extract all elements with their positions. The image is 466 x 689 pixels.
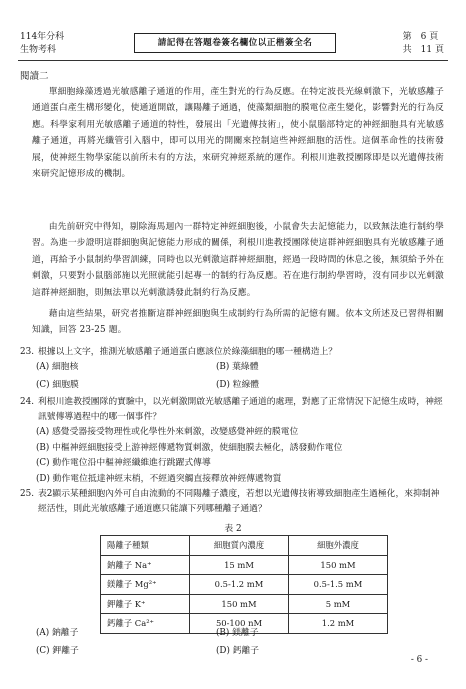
- question-25-options: [20, 626, 445, 659]
- option-d[interactable]: (D) 粒線體: [216, 379, 260, 390]
- column-header: 細胞質內濃度: [190, 536, 289, 556]
- option-a[interactable]: (A) 細胞核: [36, 362, 79, 372]
- option-d[interactable]: (D) 鈣離子: [216, 645, 260, 656]
- option-a[interactable]: (A) 鈉離子: [36, 628, 79, 638]
- table-cell: 50-100 nM: [190, 614, 289, 634]
- table-row: [101, 594, 388, 614]
- header-divider: [18, 60, 448, 61]
- subject-name: 生物考科: [20, 45, 57, 55]
- column-header: 細胞外濃度: [289, 536, 388, 556]
- option-b[interactable]: (B) 中樞神經細胞接受上游神經傳遞物質刺激，使細胞膜去極化，誘發動作電位: [36, 442, 343, 453]
- option-a[interactable]: (A) 感覺受器接受物理性或化學性外來刺激，改變感覺神經的膜電位: [36, 427, 299, 437]
- header-right: [403, 31, 444, 57]
- table-cell: 5 mM: [289, 594, 388, 614]
- question-25: [20, 487, 445, 517]
- reading-paragraph: 藉由這些結果，研究者推斷這群神經細胞與生成制約行為所需的記憶有關。依本文所述及已習得相關知識，回答 23-25 題。: [32, 309, 444, 336]
- reading-paragraph: 單細胞綠藻透過光敏感離子通道的作用，產生對光的行為反應。在特定波長光線刺激下，光敏感離子通道蛋白產生構形變化，使通道開啟，讓陽離子通過，使藻類細胞的膜電位產生變化，影響對光的行為反應。科學家利用光敏感離子通道的特性，發展出「光遺傳技術」，使小鼠腦部特定的神經細胞具有光敏感離子通道，再將光纖管引入腦中，即可以用光的開關來控制這些神經細胞的活性。這個革命性的技術發展，使神經生物學家能以前所未有的方法，來研究神經系統的運作。利根川進教授團隊即是以光遺傳技術來研究記憶形成的機制。: [32, 87, 444, 180]
- question-stem: 根據以上文字，推測光敏感離子通道蛋白應該位於綠藻細胞的哪一種構造上？: [38, 347, 338, 357]
- table-cell: 0.5-1.5 mM: [289, 575, 388, 595]
- table-header-row: [101, 536, 388, 556]
- total-pages-label: 共 11 頁: [402, 45, 444, 55]
- question-23: [20, 345, 445, 393]
- option-d[interactable]: (D) 動作電位抵達神經末梢，不經過突觸直接釋放神經傳遞物質: [36, 473, 282, 484]
- question-stem: 利根川進教授團隊的實驗中，以光刺激開啟光敏感離子通道的處理，對應了正常情況下記憶生成時，神經訊號傳導過程中的哪一個事件？: [38, 397, 443, 422]
- option-b[interactable]: (B) 鎂離子: [216, 628, 259, 638]
- option-b[interactable]: (B) 葉綠體: [216, 362, 259, 372]
- question-number: 23.: [20, 347, 34, 357]
- page-label: 第 6 頁: [402, 32, 439, 42]
- table-cell: 鈣離子 Ca²⁺: [101, 614, 190, 634]
- table-cell: 0.5-1.2 mM: [190, 575, 289, 595]
- question-number: 25.: [20, 489, 34, 499]
- reading-paragraph: 由先前研究中得知，剔除海馬迴內一群特定神經細胞後，小鼠會失去記憶能力，以致無法進行制約學習。為進一步證明這群細胞與記憶能力形成的關係，利根川進教授團隊使這群神經細胞具有光敏感離子通道，再給予小鼠制約學習訓練，同時也以光刺激這群神經細胞，經過一段時間的休息之後，無須給予外在刺激，只要對小鼠腦部施以光照就能引起專一的制約行為反應。若在進行制約學習時，沒有同步以光刺激這群神經細胞，則無法單以光刺激誘發此制約行為反應。: [32, 222, 444, 298]
- header-left: [20, 31, 64, 57]
- option-c[interactable]: (C) 鉀離子: [36, 645, 79, 656]
- ion-concentration-table: [100, 535, 388, 634]
- question-24: [20, 395, 445, 487]
- table-row: [101, 575, 388, 595]
- table-cell: 1.2 mM: [289, 614, 388, 634]
- option-c[interactable]: (C) 細胞膜: [36, 379, 79, 390]
- column-header: 陽離子種類: [101, 536, 190, 556]
- option-c[interactable]: (C) 動作電位沿中樞神經纖維進行跳躍式傳導: [36, 458, 211, 469]
- exam-year: 114年分科: [20, 32, 65, 42]
- signature-notice: 請記得在答題卷簽名欄位以正楷簽全名: [134, 33, 336, 53]
- table-caption: 表 2: [224, 524, 242, 534]
- page-number: - 6 -: [410, 655, 428, 665]
- table-row: [101, 555, 388, 575]
- question-number: 24.: [20, 397, 34, 407]
- table-cell: 150 mM: [190, 594, 289, 614]
- table-cell: 鈉離子 Na⁺: [101, 555, 190, 575]
- table-cell: 鉀離子 K⁺: [101, 594, 190, 614]
- table-cell: 150 mM: [289, 555, 388, 575]
- table-cell: 鎂離子 Mg²⁺: [101, 575, 190, 595]
- section-title: 閱讀二: [20, 71, 49, 82]
- table-cell: 15 mM: [190, 555, 289, 575]
- question-stem: 表2顯示某種細胞內外可自由流動的不同陽離子濃度，若想以光遺傳技術導致細胞產生過極化，來抑制神經活性，則此光敏感離子通道應只能讓下列哪種離子通過？: [38, 489, 440, 514]
